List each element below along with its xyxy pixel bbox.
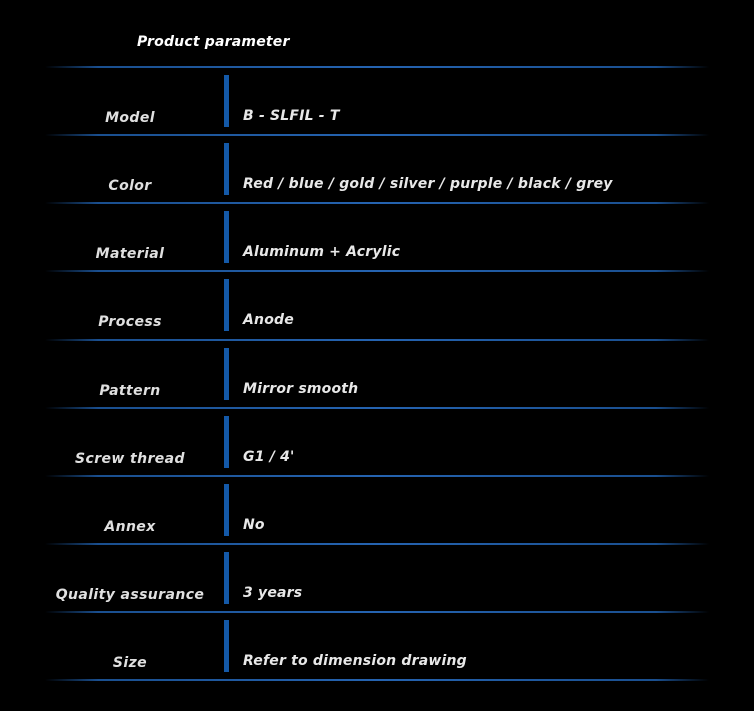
param-label: Annex	[104, 519, 156, 535]
param-label: Material	[95, 246, 165, 262]
row-accent-bar	[224, 348, 229, 400]
param-row-pattern	[0, 340, 754, 408]
param-value: No	[243, 517, 265, 533]
param-label: Model	[105, 110, 155, 126]
row-divider	[45, 679, 709, 681]
row-accent-bar	[224, 75, 229, 127]
row-accent-bar	[224, 416, 229, 468]
param-label: Quality assurance	[55, 587, 205, 603]
param-row-process	[0, 271, 754, 339]
param-value: Anode	[243, 312, 294, 328]
param-row-size	[0, 612, 754, 680]
param-label: Pattern	[99, 383, 161, 399]
row-accent-bar	[224, 620, 229, 672]
param-row-material	[0, 203, 754, 271]
param-value: Mirror smooth	[243, 381, 359, 397]
page-title: Product parameter	[137, 34, 290, 50]
param-label: Process	[98, 314, 162, 330]
param-label: Screw thread	[75, 451, 185, 467]
param-value: G1 / 4'	[243, 449, 295, 465]
param-label: Color	[108, 178, 152, 194]
param-label: Size	[112, 655, 148, 671]
param-value: Refer to dimension drawing	[243, 653, 467, 669]
row-accent-bar	[224, 552, 229, 604]
param-row-annex	[0, 476, 754, 544]
param-row-color	[0, 135, 754, 203]
param-row-screw-thread	[0, 408, 754, 476]
param-value: Red / blue / gold / silver / purple / black / grey	[243, 176, 613, 192]
row-accent-bar	[224, 211, 229, 263]
param-value: 3 years	[243, 585, 303, 601]
row-accent-bar	[224, 279, 229, 331]
row-accent-bar	[224, 143, 229, 195]
param-row-quality-assurance	[0, 544, 754, 612]
param-row-model	[0, 67, 754, 135]
param-value: B - SLFIL - T	[243, 108, 340, 124]
param-value: Aluminum + Acrylic	[243, 244, 401, 260]
row-accent-bar	[224, 484, 229, 536]
